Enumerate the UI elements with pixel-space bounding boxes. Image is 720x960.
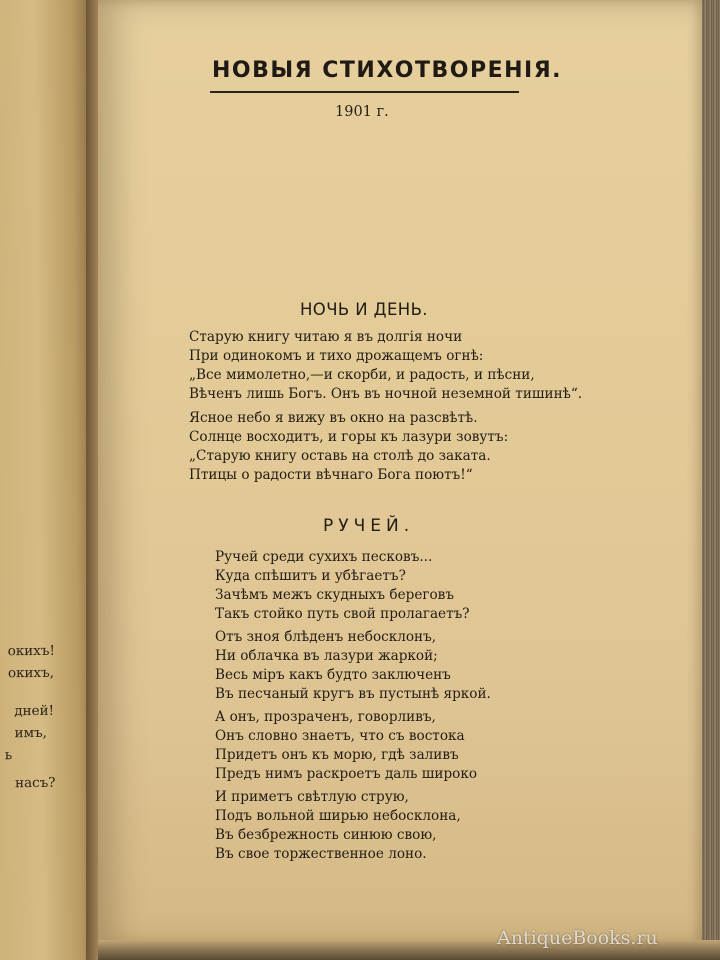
stanza [215,708,477,784]
left-fragment: окихъ! [7,642,55,660]
poem-line: А онъ, прозраченъ, говорливъ, [215,709,436,725]
poem-line: Подъ вольной ширью небосклона, [215,808,461,824]
poem-line: „Все мимолетно,—и скорби, и радость, и пѣсни, [189,367,535,383]
stanza [215,548,470,624]
watermark: AntiqueBooks.ru [497,927,658,949]
left-page-text [0,0,85,951]
poem-line: Онъ словно знаетъ, что съ востока [215,728,465,744]
poem-line: Ясное небо я вижу въ окно на разсвѣтѣ. [189,410,478,426]
poem-line: Птицы о радости вѣчнаго Бога поютъ!“ [189,467,473,483]
poem-title-stream: РУЧЕЙ. [323,516,415,536]
left-fragment: ь [4,747,13,764]
poem-line: Въ свое торжественное лоно. [215,846,427,862]
poem-line: Старую книгу читаю я въ долгія ночи [189,329,463,345]
poem-line: Въ песчаный кругъ въ пустынѣ яркой. [215,686,491,702]
poem-line: Солнце восходитъ, и горы къ лазури зовутъ: [189,429,509,445]
poem-line: Вѣченъ лишь Богъ. Онъ въ ночной неземной тишинѣ“. [189,386,583,402]
left-fragment: дней! [14,702,55,720]
poem-line: И приметъ свѣтлую струю, [215,789,409,805]
poem-title-night-and-day: НОЧЬ И ДЕНЬ. [300,300,428,319]
year-label: 1901 г. [335,104,389,120]
poem-line: Придетъ онъ къ морю, гдѣ заливъ [215,747,459,763]
stanza [215,788,461,864]
poem-line: Весь міръ какъ будто заключенъ [215,667,451,683]
poem-line: Такъ стойко путь свой пролагаетъ? [215,606,470,622]
page-title: НОВЫЯ СТИХОТВОРЕНІЯ. [212,58,563,83]
poem-line: Зачѣмъ межъ скудныхъ береговъ [215,587,454,603]
left-fragment: окихъ, [7,664,55,682]
poem-line: Куда спѣшитъ и убѣгаетъ? [215,568,406,584]
stanza [189,328,582,404]
poem-line: При одинокомъ и тихо дрожащемъ огнѣ: [189,348,484,364]
poem-line: Отъ зноя блѣденъ небосклонъ, [215,629,437,645]
title-underline [210,91,519,93]
stanza [215,628,491,704]
poem-line: „Старую книгу оставь на столѣ до заката. [189,448,491,464]
poem-line: Въ безбрежность синюю свою, [215,827,437,843]
poem-line: Ручей среди сухихъ песковъ... [215,549,433,565]
stanza [189,409,508,485]
poem-line: Ни облачка въ лазури жаркой; [215,648,438,664]
page-edges [702,0,720,960]
poem-line: Предъ нимъ раскроетъ даль широко [215,766,478,782]
left-fragment: насъ? [14,774,56,792]
left-fragment: имъ, [14,724,48,742]
